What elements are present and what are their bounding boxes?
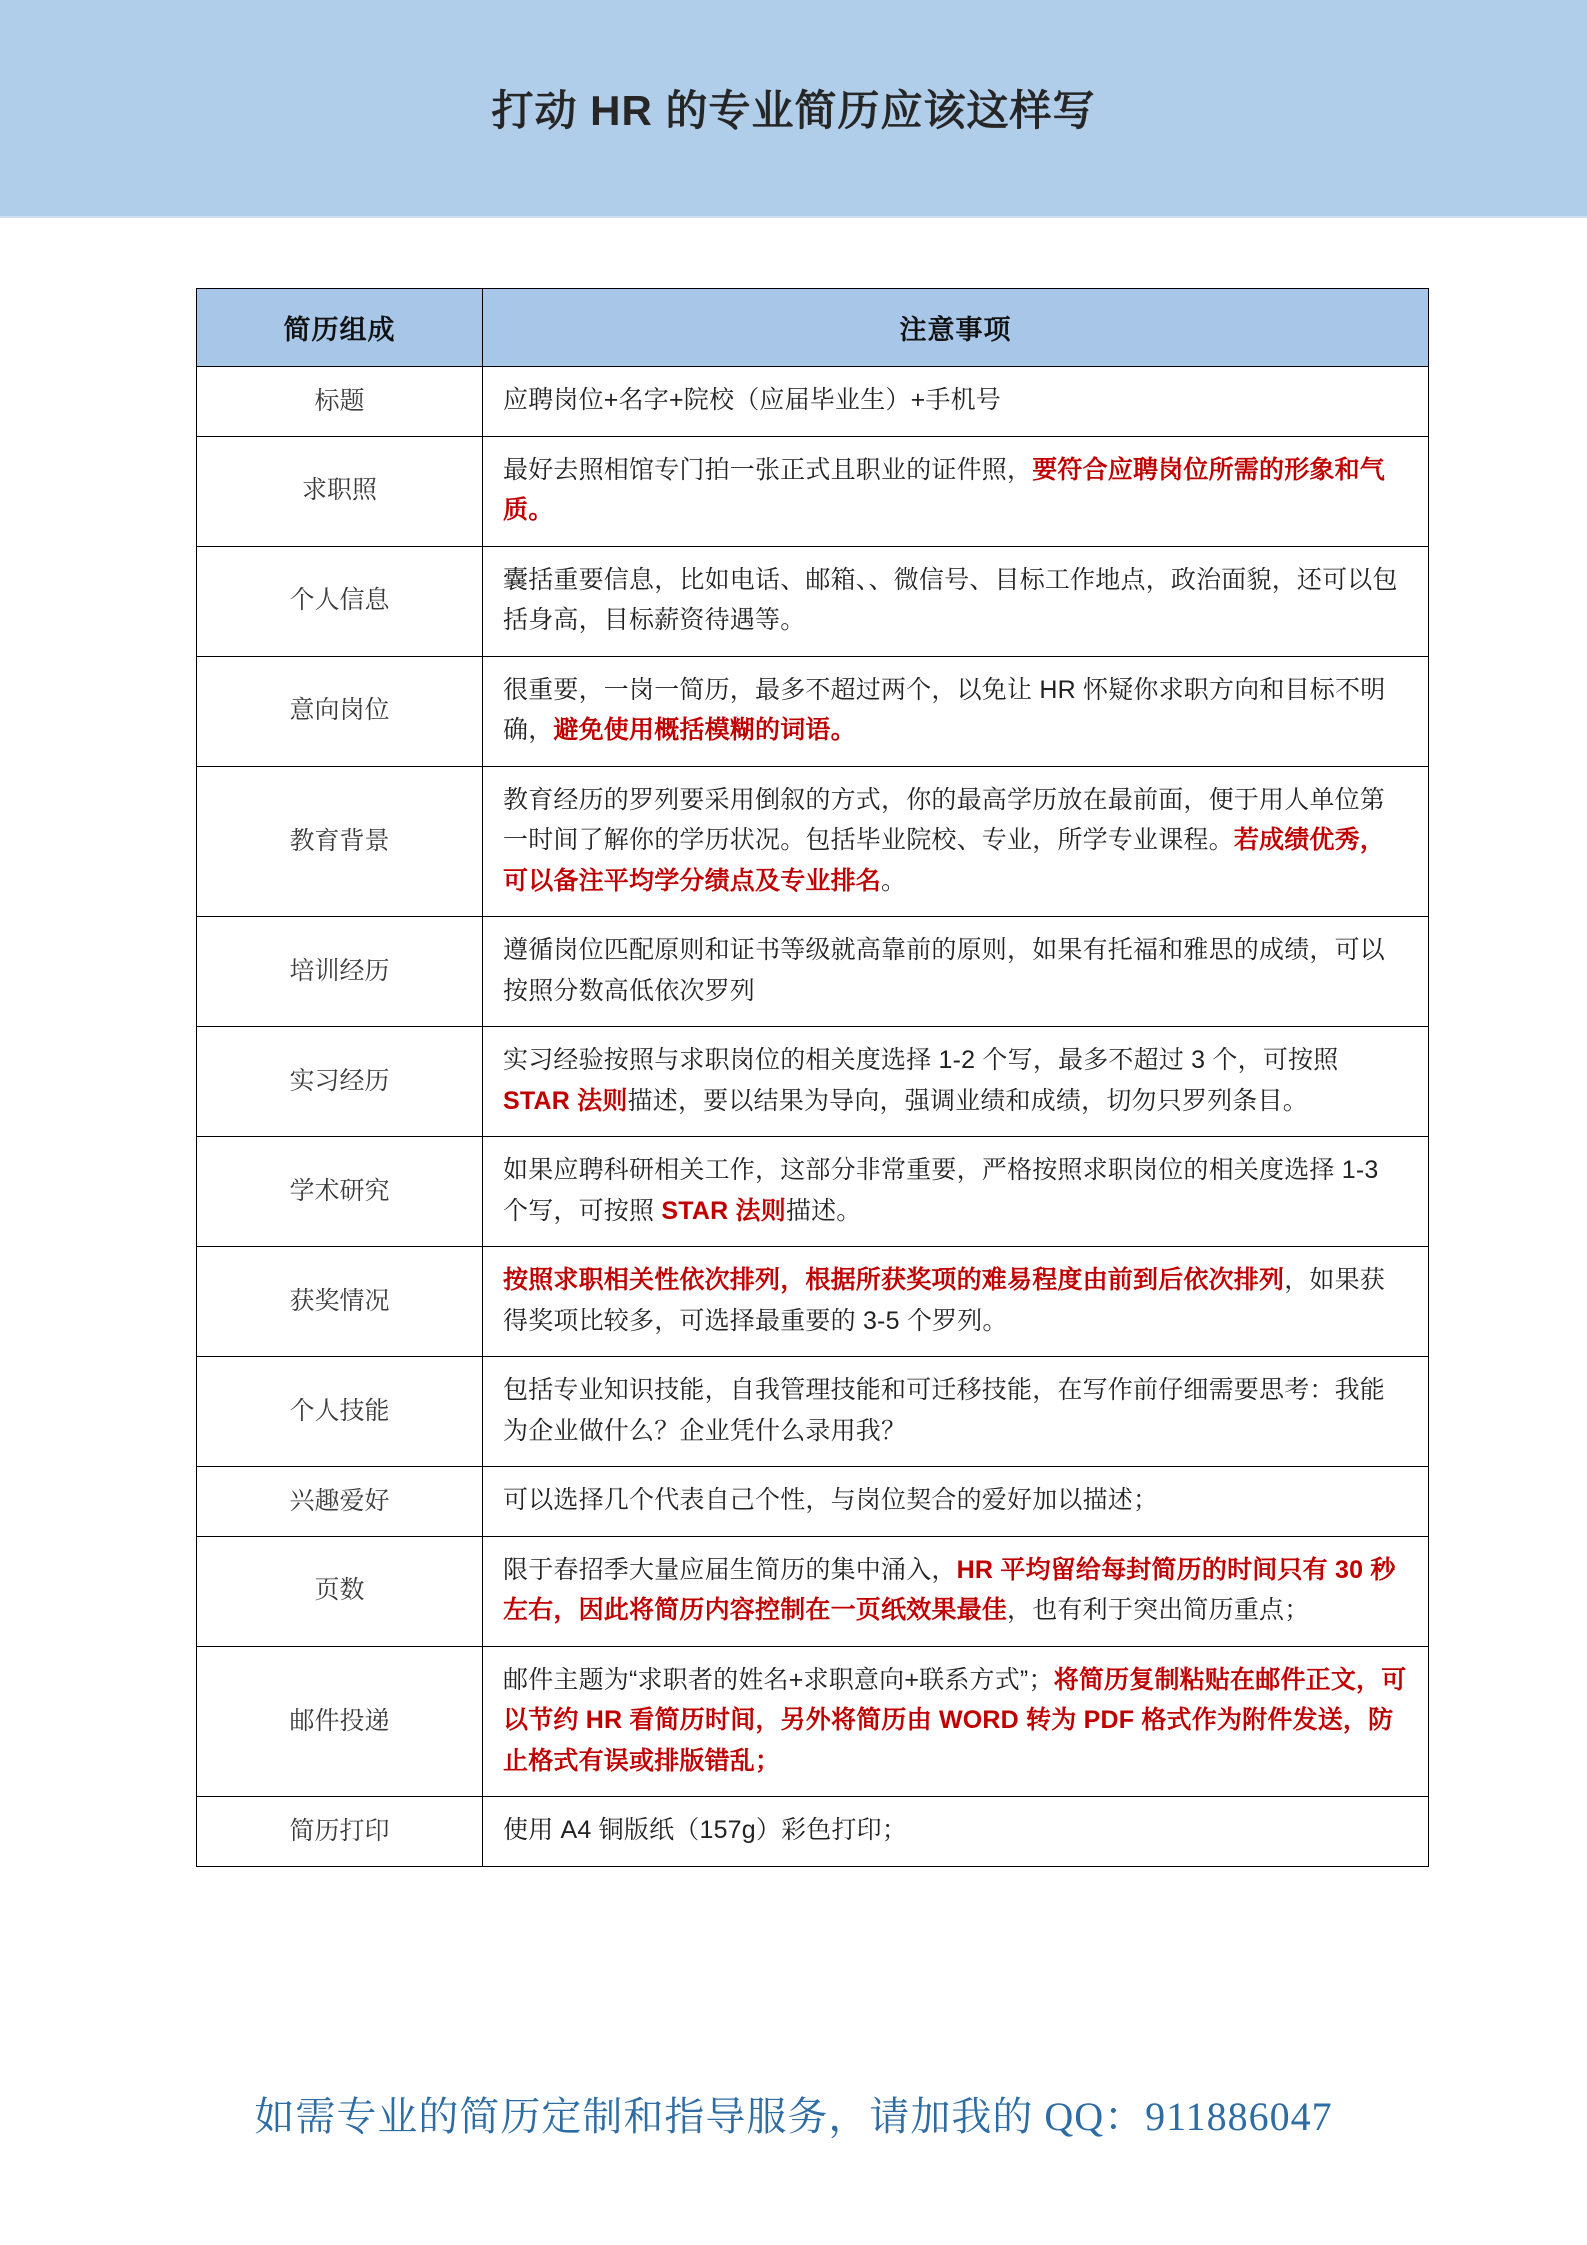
table-row: [197, 1357, 1429, 1467]
table-row: [197, 766, 1429, 917]
row-note: [483, 1137, 1429, 1247]
row-note: [483, 1467, 1429, 1537]
table-row: [197, 1646, 1429, 1797]
resume-guide-table: [196, 288, 1429, 1867]
resume-guide-table-container: [196, 288, 1428, 1867]
page-title: 打动 HR 的专业简历应该这样写: [491, 87, 1096, 134]
row-label: 个人信息: [197, 546, 483, 656]
table-row: [197, 1027, 1429, 1137]
row-label: 个人技能: [197, 1357, 483, 1467]
row-label: 培训经历: [197, 917, 483, 1027]
table-row: [197, 656, 1429, 766]
footer-contact-text: 如需专业的简历定制和指导服务，请加我的 QQ：911886047: [254, 2094, 1333, 2139]
row-note: [483, 1536, 1429, 1646]
column-header-component: 简历组成: [197, 289, 483, 367]
table-row: [197, 1536, 1429, 1646]
note-text: 。: [881, 866, 907, 895]
table-row: [197, 367, 1429, 437]
note-text: 包括专业知识技能，自我管理技能和可迁移技能，在写作前仔细需要思考：我能为企业做什么？企业凭什么录用我？: [503, 1376, 1386, 1445]
note-text: 遵循岗位匹配原则和证书等级就高靠前的原则，如果有托福和雅思的成绩，可以按照分数高低依次罗列: [503, 936, 1386, 1005]
note-emphasis-text: STAR 法则: [503, 1086, 628, 1115]
row-label: 简历打印: [197, 1797, 483, 1867]
footer: [0, 2085, 1587, 2142]
table-row: [197, 546, 1429, 656]
row-label: 兴趣爱好: [197, 1467, 483, 1537]
row-label: 获奖情况: [197, 1247, 483, 1357]
note-text: 如果应聘科研相关工作，这部分非常重要，严格按照求职岗位的相关度选择 1-3 个写，可按照: [503, 1156, 1379, 1225]
row-note: [483, 1797, 1429, 1867]
row-label: 求职照: [197, 436, 483, 546]
row-label: 邮件投递: [197, 1646, 483, 1797]
row-label: 意向岗位: [197, 656, 483, 766]
row-label: 页数: [197, 1536, 483, 1646]
row-note: [483, 367, 1429, 437]
row-note: [483, 917, 1429, 1027]
row-note: [483, 766, 1429, 917]
table-row: [197, 917, 1429, 1027]
note-text: 限于春招季大量应届生简历的集中涌入，: [503, 1555, 957, 1584]
table-body: [197, 367, 1429, 1867]
row-note: [483, 1357, 1429, 1467]
note-text: 应聘岗位+名字+院校（应届毕业生）+手机号: [503, 386, 1002, 414]
note-emphasis-text: HR 平均留给每封简历的时间只有 30 秒左右，因此将简历内容控制在一页纸效果最佳: [503, 1555, 1396, 1624]
note-text: 描述，要以结果为导向，强调业绩和成绩，切勿只罗列条目。: [627, 1086, 1308, 1115]
note-emphasis-text: 将简历复制粘贴在邮件正文，可以节约 HR 看简历时间，另外将简历由 WORD 转为 PDF 格式作为附件发送，防止格式有误或排版错乱；: [503, 1665, 1407, 1775]
note-emphasis-text: 按照求职相关性依次排列，根据所获奖项的难易程度由前到后依次排列: [503, 1266, 1285, 1294]
note-emphasis-text: 避免使用概括模糊的词语。: [553, 716, 856, 744]
table-header: [197, 289, 1429, 367]
row-note: [483, 656, 1429, 766]
note-text: 使用 A4 铜版纸（157g）彩色打印；: [503, 1816, 908, 1844]
page-banner: [0, 0, 1587, 218]
table-row: [197, 1137, 1429, 1247]
note-text: 可以选择几个代表自己个性，与岗位契合的爱好加以描述；: [503, 1486, 1159, 1514]
row-note: [483, 436, 1429, 546]
note-text: ，也有利于突出简历重点；: [1007, 1596, 1310, 1624]
column-header-notes: 注意事项: [483, 289, 1429, 367]
row-note: [483, 546, 1429, 656]
row-note: [483, 1247, 1429, 1357]
row-label: 标题: [197, 367, 483, 437]
note-text: 邮件主题为“求职者的姓名+求职意向+联系方式”；: [503, 1665, 1054, 1694]
note-text: 描述。: [785, 1196, 862, 1225]
table-row: [197, 436, 1429, 546]
table-row: [197, 1797, 1429, 1867]
row-label: 教育背景: [197, 766, 483, 917]
row-note: [483, 1027, 1429, 1137]
note-text: 实习经验按照与求职岗位的相关度选择 1-2 个写，最多不超过 3 个，可按照: [503, 1046, 1339, 1074]
row-label: 学术研究: [197, 1137, 483, 1247]
note-text: ，如果获得奖项比较多，可选择最重要的 3-5 个罗列。: [503, 1266, 1386, 1335]
table-row: [197, 1247, 1429, 1357]
table-header-row: [197, 289, 1429, 367]
table-row: [197, 1467, 1429, 1537]
note-emphasis-text: 要符合应聘岗位所需的形象和气质。: [503, 455, 1386, 524]
note-text: 最好去照相馆专门拍一张正式且职业的证件照，: [503, 455, 1033, 484]
note-emphasis-text: 若成绩优秀，可以备注平均学分绩点及专业排名: [503, 826, 1386, 895]
note-text: 囊括重要信息，比如电话、邮箱、、微信号、目标工作地点，政治面貌，还可以包括身高，目标薪资待遇等。: [503, 565, 1398, 634]
note-text: 很重要，一岗一简历，最多不超过两个，以免让 HR 怀疑你求职方向和目标不明确，: [503, 675, 1386, 744]
row-note: [483, 1646, 1429, 1797]
note-text: 教育经历的罗列要采用倒叙的方式，你的最高学历放在最前面，便于用人单位第一时间了解你的学历状况。包括毕业院校、专业，所学专业课程。: [503, 785, 1386, 854]
row-label: 实习经历: [197, 1027, 483, 1137]
note-emphasis-text: STAR 法则: [661, 1196, 786, 1225]
